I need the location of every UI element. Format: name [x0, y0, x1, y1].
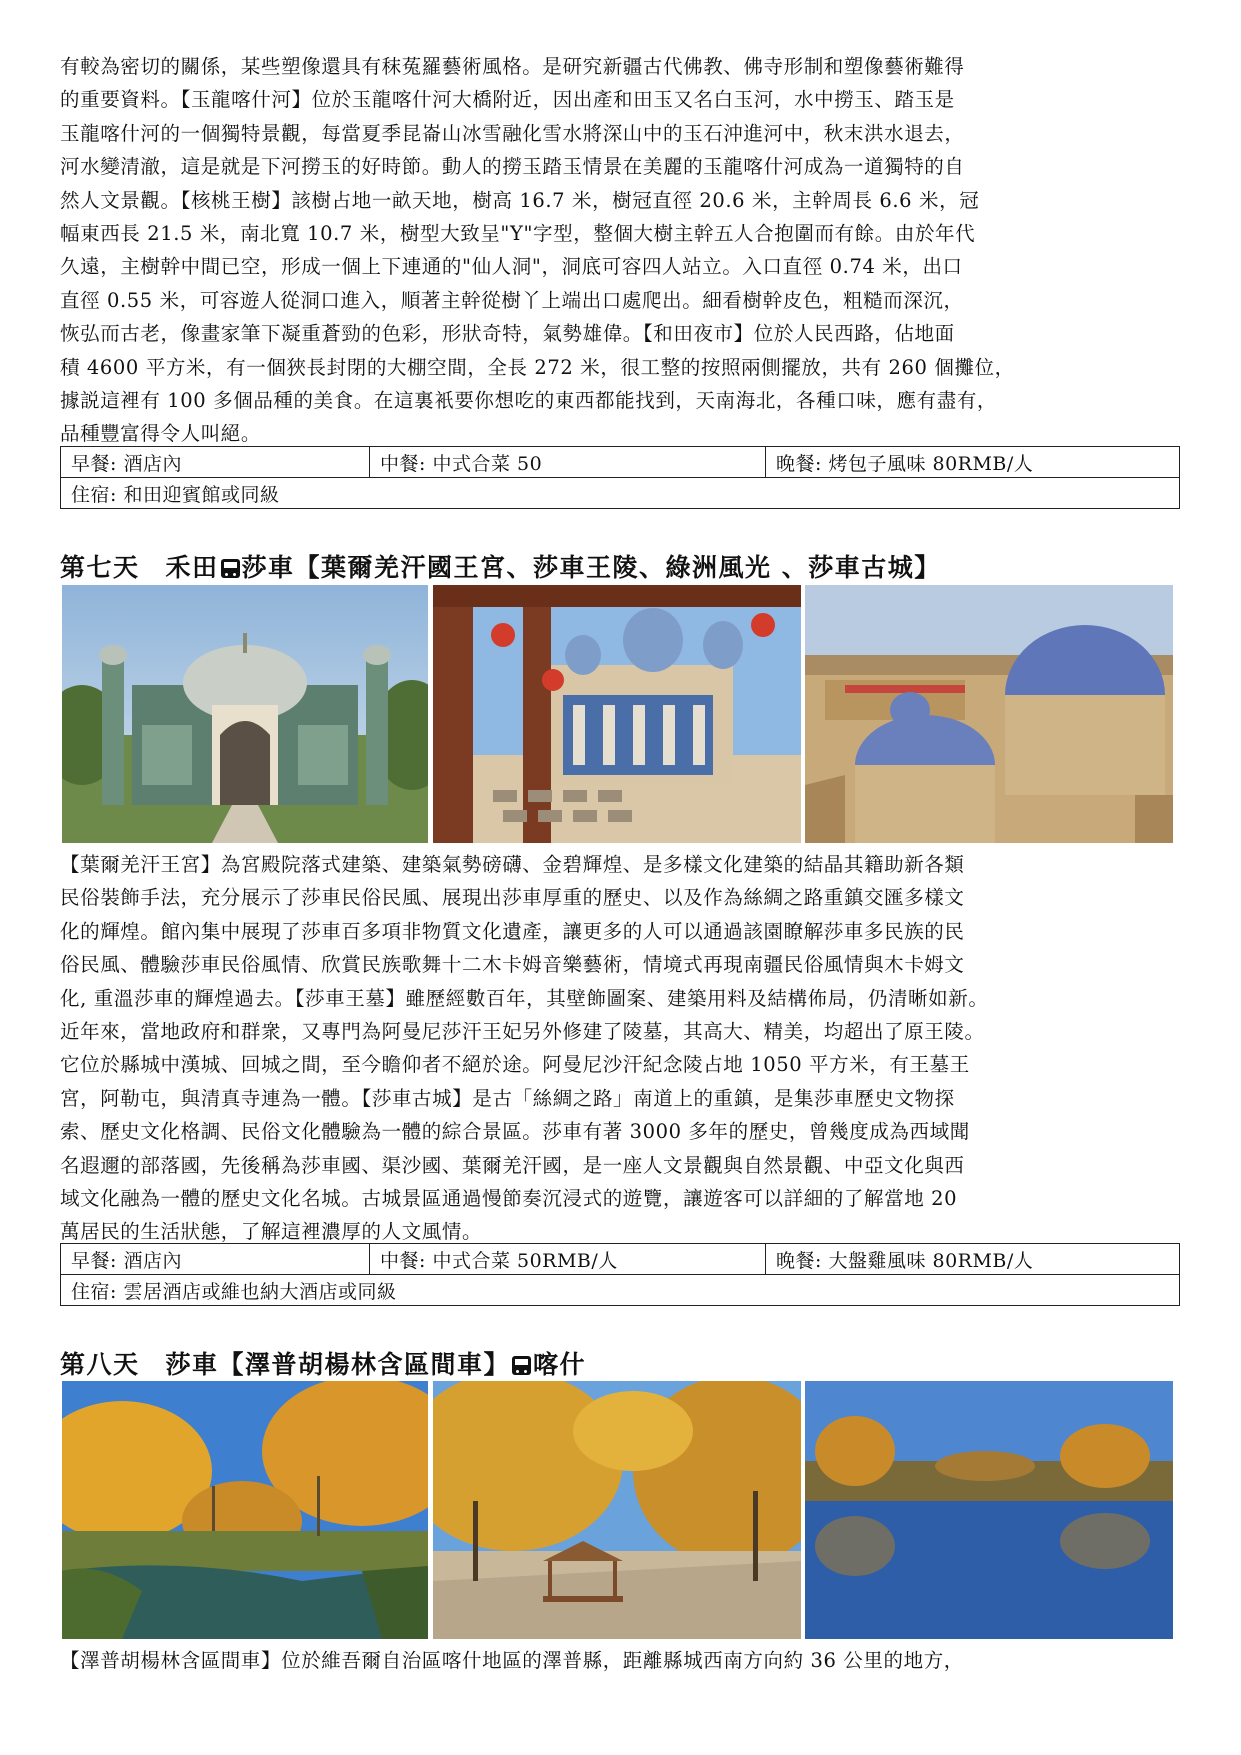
dinner-cell: 晚餐: 烤包子風味 80RMB/人 — [766, 447, 1180, 478]
text-line: 民俗裝飾手法，充分展示了莎車民俗民風、展現出莎車厚重的歷史、以及作為絲綢之路重鎮交匯多樣文 — [60, 886, 965, 910]
text-line: 索、歷史文化格調、民俗文化體驗為一體的綜合景區。莎車有著 3000 多年的歷史，曾幾度成為西域聞 — [60, 1120, 970, 1144]
day8-paragraph — [60, 1644, 1182, 1677]
text-line: 域文化融為一體的歷史文化名城。古城景區通過慢節奏沉浸式的遊覽，讓遊客可以詳細的了解當地 20 — [60, 1187, 958, 1211]
text-line: 恢弘而古老，像畫家筆下凝重蒼勁的色彩，形狀奇特，氣勢雄偉。【和田夜市】位於人民西路，佔地面 — [60, 322, 955, 346]
hotel-cell: 住宿: 雲居酒店或維也納大酒店或同級 — [61, 1275, 1180, 1306]
route-to: 莎車【葉爾羌汗國王宮、莎車王陵、綠洲風光 、莎車古城】 — [241, 553, 941, 582]
text-line: 的重要資料。【玉龍喀什河】位於玉龍喀什河大橋附近，因出產和田玉又名白玉河，水中撈玉、踏玉是 — [60, 88, 955, 112]
text-line: 俗民風、體驗莎車民俗風情、欣賞民族歌舞十二木卡姆音樂藝術，情境式再現南疆民俗風情與木卡姆文 — [60, 953, 965, 977]
breakfast-cell: 早餐: 酒店內 — [61, 1244, 370, 1275]
text-line: 化的輝煌。館內集中展現了莎車百多項非物質文化遺產，讓更多的人可以通過該園瞭解莎車多民族的民 — [60, 919, 965, 943]
text-line: 直徑 0.55 米，可容遊人從洞口進入，順著主幹從樹丫上端出口處爬出。細看樹幹皮色，粗糙而深沉， — [60, 288, 964, 312]
route-from: 莎車【澤普胡楊林含區間車】 — [165, 1350, 511, 1379]
text-line: 有較為密切的關係，某些塑像還具有秣菟羅藝術風格。是研究新疆古代佛教、佛寺形制和塑像藝術難得 — [60, 55, 965, 78]
text-line: 然人文景觀。【核桃王樹】該樹占地一畝天地，樹高 16.7 米，樹冠直徑 20.6 米，主幹周長 6.6 米，冠 — [60, 188, 980, 212]
meal-table — [60, 446, 1180, 509]
bus-icon — [221, 559, 240, 578]
bus-icon — [512, 1356, 531, 1375]
day-label: 第七天 — [60, 553, 140, 582]
text-line: 久遠，主樹幹中間已空，形成一個上下連通的"仙人洞"，洞底可容四人站立。入口直徑 0.74 米，出口 — [60, 255, 963, 279]
day-label: 第八天 — [60, 1350, 140, 1379]
breakfast-cell: 早餐: 酒店內 — [61, 447, 370, 478]
text-line: 萬居民的生活狀態，了解這裡濃厚的人文風情。 — [60, 1220, 483, 1244]
text-line: 近年來，當地政府和群衆，又專門為阿曼尼莎汗王妃另外修建了陵墓，其高大、精美，均超出了原王陵。 — [60, 1020, 985, 1044]
hotel-cell: 住宿: 和田迎賓館或同級 — [61, 478, 1180, 509]
dinner-cell: 晚餐: 大盤雞風味 80RMB/人 — [766, 1244, 1180, 1275]
text-line: 玉龍喀什河的一個獨特景觀，每當夏季昆崙山冰雪融化雪水將深山中的玉石沖進河中，秋末洪水退去， — [60, 121, 965, 145]
photo-tomb — [62, 585, 428, 843]
day8-heading — [60, 1345, 586, 1381]
text-line: 宮，阿勒屯，與清真寺連為一體。【莎車古城】是古「絲綢之路」南道上的重鎮，是集莎車歷史文物探 — [60, 1086, 955, 1110]
photo-poplar-pavilion — [433, 1381, 801, 1639]
text-line: 河水變清澈，這是就是下河撈玉的好時節。動人的撈玉踏玉情景在美麗的玉龍喀什河成為一道獨特的自 — [60, 155, 965, 179]
photo-poplar-lake — [805, 1381, 1173, 1639]
text-line: 化, 重溫莎車的輝煌過去。【莎車王墓】雖歷經數百年，其壁飾圖案、建築用料及結構佈局，仍清晰如新。 — [60, 986, 989, 1010]
day7-paragraph — [60, 848, 1182, 1249]
route-to: 喀什 — [533, 1350, 587, 1379]
lunch-cell: 中餐: 中式合菜 50RMB/人 — [370, 1244, 766, 1275]
day7-heading — [60, 548, 941, 584]
intro-paragraph — [60, 50, 1182, 451]
text-line: 品種豐富得令人叫絕。 — [60, 422, 262, 446]
lunch-cell: 中餐: 中式合菜 50 — [370, 447, 766, 478]
route-from: 禾田 — [165, 553, 219, 582]
text-line: 【葉爾羌汗王宮】為宮殿院落式建築、建築氣勢磅礴、金碧輝煌、是多樣文化建築的結晶其籍助新各類 — [60, 853, 965, 876]
photo-poplar-river — [62, 1381, 428, 1639]
text-line: 據説這裡有 100 多個品種的美食。在這裏衹要你想吃的東西都能找到，天南海北，各種口味，應有盡有， — [60, 389, 998, 413]
text-line: 幅東西長 21.5 米，南北寬 10.7 米，樹型大致呈"Y"字型，整個大樹主幹五人合抱圍而有餘。由於年代 — [60, 222, 976, 246]
photo-palace — [433, 585, 801, 843]
text-line: 名遐邇的部落國，先後稱為莎車國、渠沙國、葉爾羌汗國，是一座人文景觀與自然景觀、中亞文化與西 — [60, 1153, 965, 1177]
meal-table — [60, 1243, 1180, 1306]
photo-old-town — [805, 585, 1173, 843]
text-line: 【澤普胡楊林含區間車】位於維吾爾自治區喀什地區的澤普縣，距離縣城西南方向約 36 公里的地方， — [60, 1649, 964, 1672]
text-line: 積 4600 平方米，有一個狹長封閉的大棚空間，全長 272 米，很工整的按照兩側擺放，共有 260 個攤位， — [60, 355, 1015, 379]
text-line: 它位於縣城中漢城、回城之間，至今瞻仰者不絕於途。阿曼尼沙汗紀念陵占地 1050 平方米，有王墓王 — [60, 1053, 970, 1077]
